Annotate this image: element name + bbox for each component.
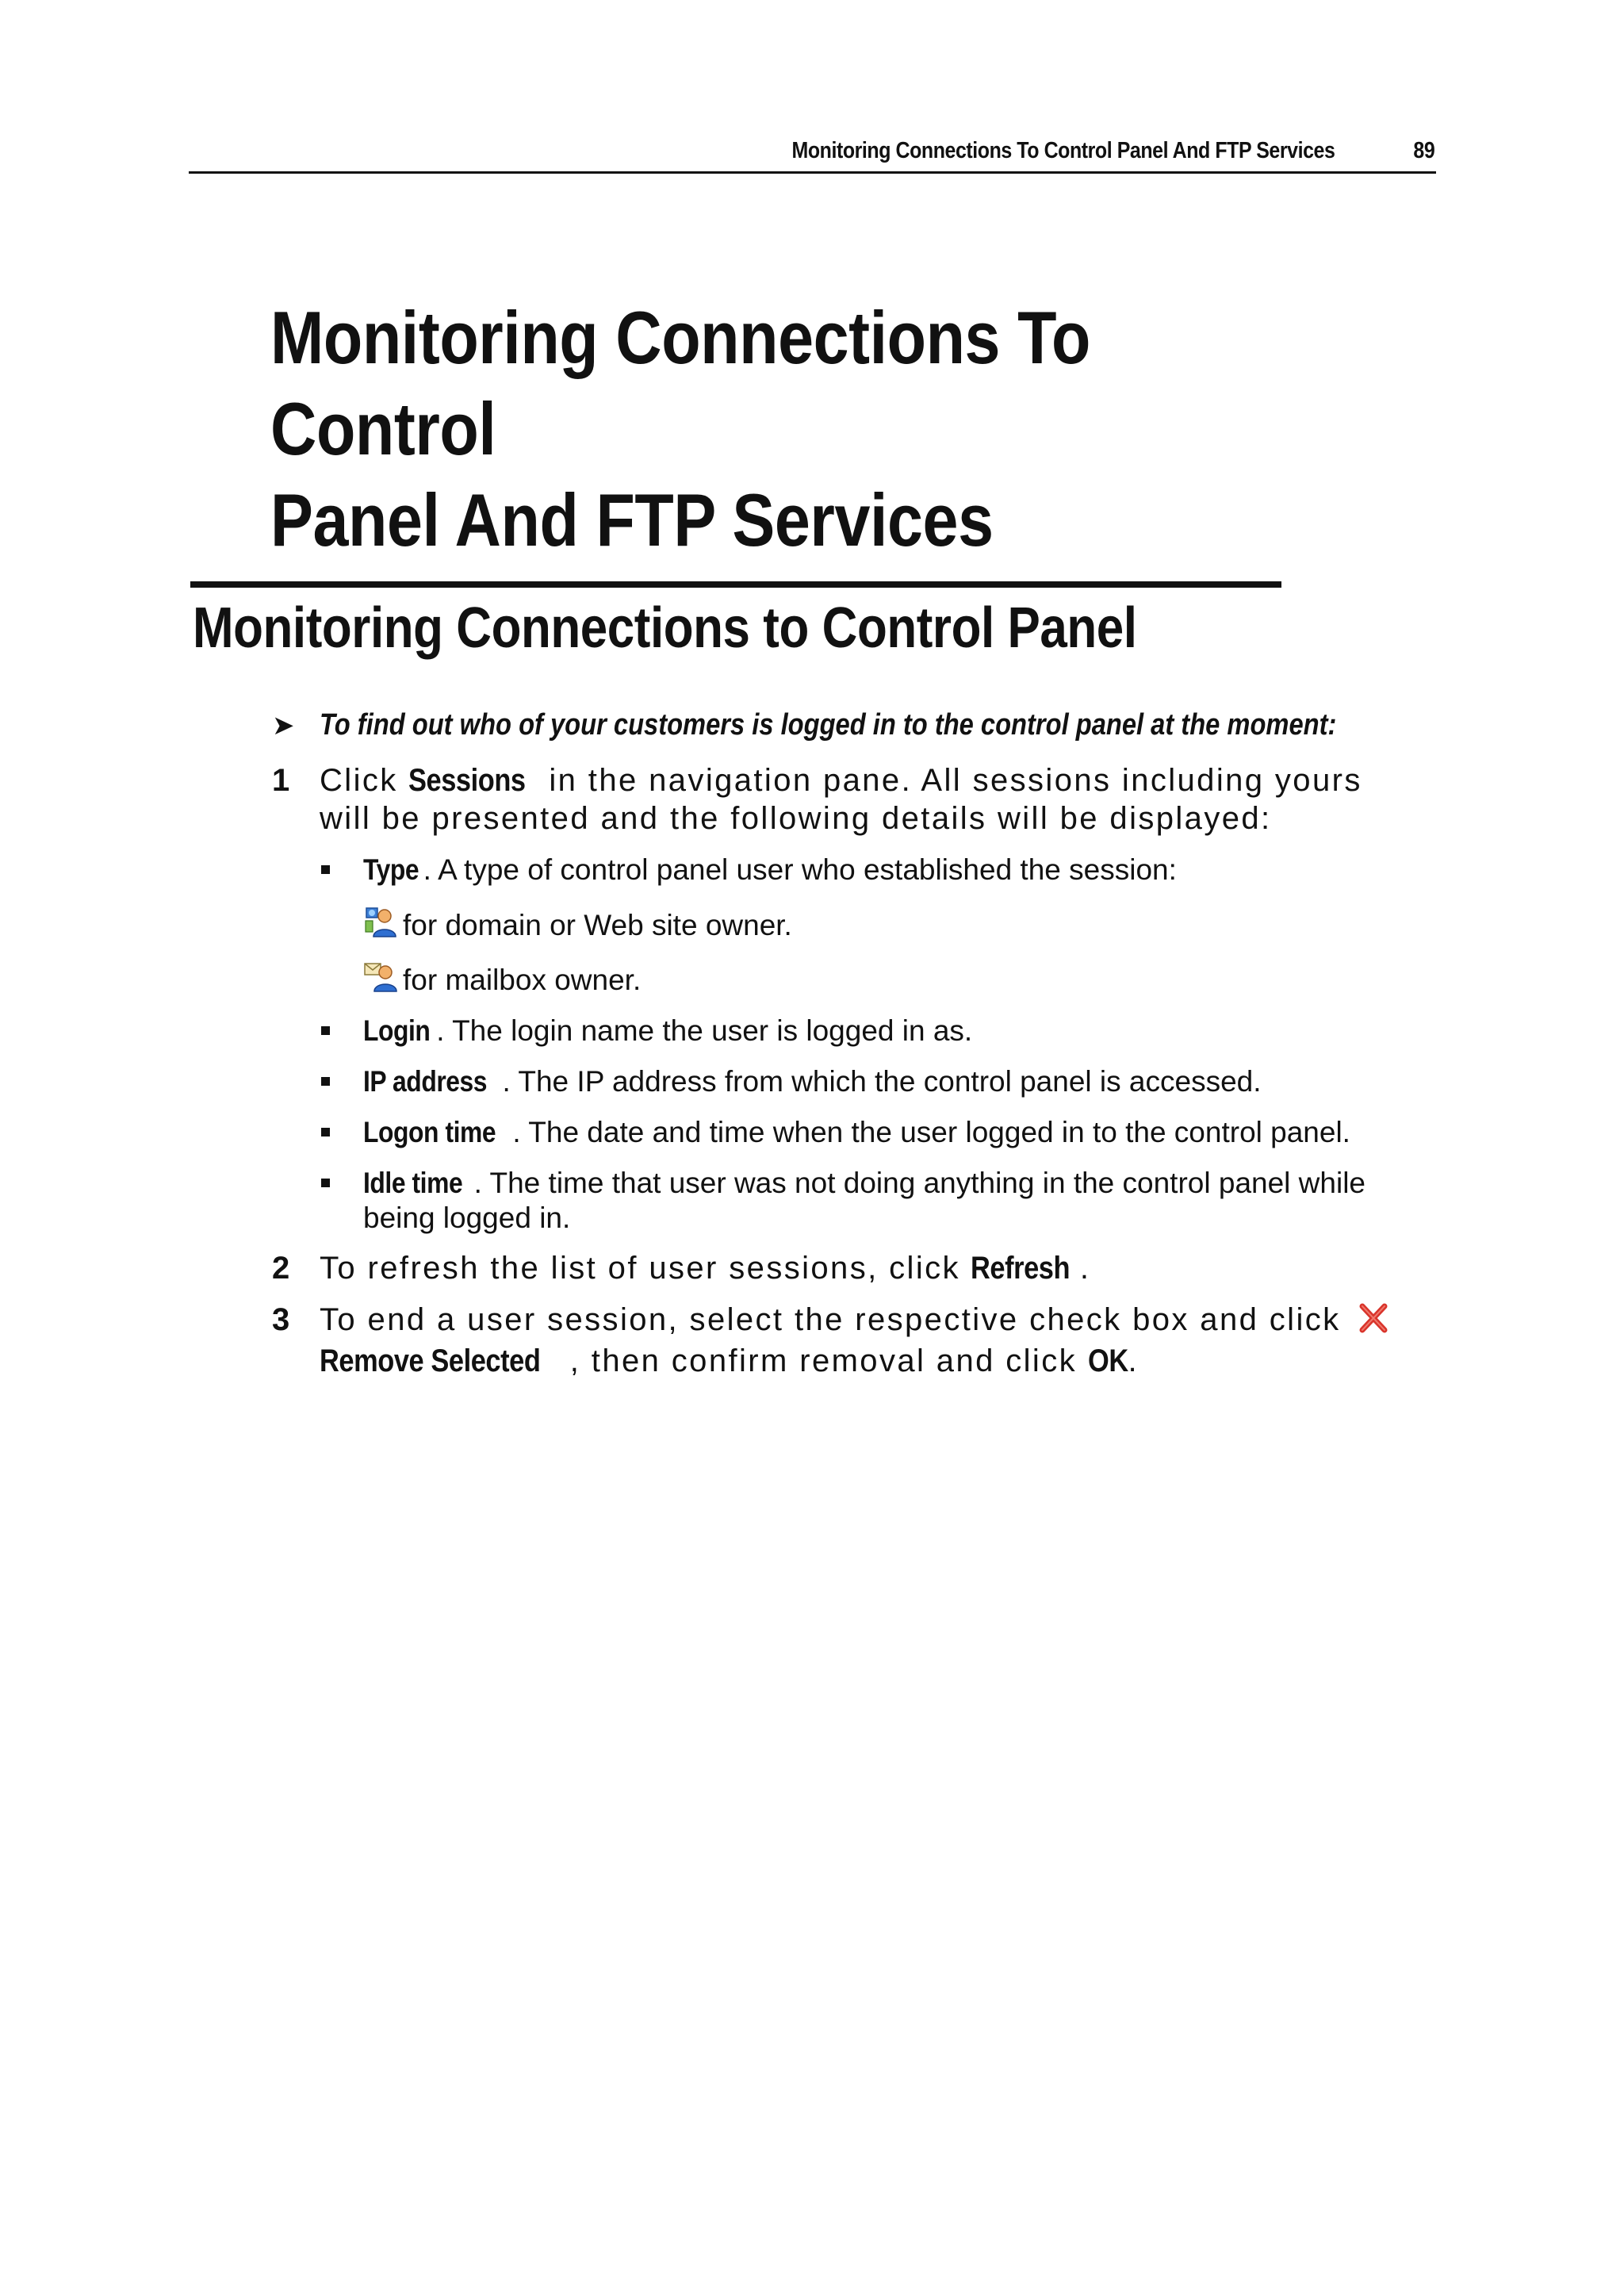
sessions-term: Sessions (408, 763, 526, 798)
detail-text: . The IP address from which the control panel is accessed. (502, 1065, 1262, 1098)
detail-term: Logon time (363, 1116, 496, 1148)
step-text-mid: , then confirm removal and click (569, 1343, 1088, 1378)
running-header (189, 133, 1436, 174)
detail-item-logon-time (320, 1115, 1430, 1150)
step-text-pre: Click (320, 763, 409, 798)
square-bullet-icon (321, 865, 330, 874)
remove-selected-term: Remove Selected (320, 1343, 541, 1378)
detail-text: . The login name the user is logged in as. (436, 1014, 973, 1047)
step-text-post: in the navigation pane. All sessions including yours will be presented and the following details will be displayed: (320, 763, 1362, 836)
square-bullet-icon (321, 1128, 330, 1137)
step-1 (272, 761, 1422, 838)
section-heading: Monitoring Connections to Control Panel (193, 596, 1137, 660)
chapter-title-line-2: Panel And FTP Services (270, 478, 994, 562)
square-bullet-icon (321, 1026, 330, 1035)
arrow-bullet-icon: ➤ (272, 710, 295, 741)
step-3 (272, 1301, 1422, 1380)
step-number: 2 (272, 1251, 290, 1286)
detail-text: . The date and time when the user logged in to the control panel. (512, 1116, 1350, 1148)
step-text (320, 1301, 1422, 1380)
step-number: 3 (272, 1302, 290, 1337)
mailbox-owner-icon (363, 961, 398, 993)
step-text-pre: To end a user session, select the respective check box and click (320, 1302, 1352, 1337)
page-number: 89 (1413, 138, 1434, 163)
detail-item-idle-time (320, 1166, 1390, 1236)
user-type-text: for domain or Web site owner. (403, 909, 792, 941)
detail-term: Type (363, 853, 419, 886)
step-number: 1 (272, 763, 290, 798)
detail-text: . A type of control panel user who established the session: (423, 853, 1177, 886)
chapter-title-line-1: Monitoring Connections To Control (270, 296, 1091, 470)
running-header-title: Monitoring Connections To Control Panel And FTP Services (791, 138, 1335, 163)
detail-text: . The time that user was not doing anything in the control panel while being logged in. (363, 1167, 1365, 1234)
detail-term: Login (363, 1014, 431, 1047)
ok-term: OK (1087, 1343, 1128, 1378)
step-text (320, 761, 1422, 838)
step-text-post: . (1128, 1343, 1139, 1378)
domain-owner-icon (363, 907, 398, 938)
user-type-mailbox-owner (363, 961, 641, 998)
detail-item-login (320, 1014, 1430, 1048)
step-text-post: . (1079, 1251, 1091, 1286)
chapter-title (270, 292, 1293, 565)
square-bullet-icon (321, 1179, 330, 1187)
refresh-term: Refresh (971, 1251, 1071, 1286)
step-2 (272, 1249, 1422, 1287)
detail-term: Idle time (363, 1167, 463, 1199)
square-bullet-icon (321, 1077, 330, 1086)
procedure-intro (272, 708, 1502, 742)
detail-item-ip-address (320, 1064, 1430, 1099)
step-text (320, 1249, 1422, 1287)
user-type-domain-owner (363, 907, 792, 943)
detail-item-type (320, 853, 1430, 887)
user-type-text: for mailbox owner. (403, 964, 642, 996)
section-divider (190, 581, 1281, 588)
detail-term: IP address (363, 1065, 488, 1098)
procedure-intro-text: To find out who of your customers is logged in to the control panel at the moment: (320, 708, 1337, 742)
step-text-pre: To refresh the list of user sessions, click (320, 1251, 971, 1286)
remove-x-icon (1358, 1303, 1389, 1342)
